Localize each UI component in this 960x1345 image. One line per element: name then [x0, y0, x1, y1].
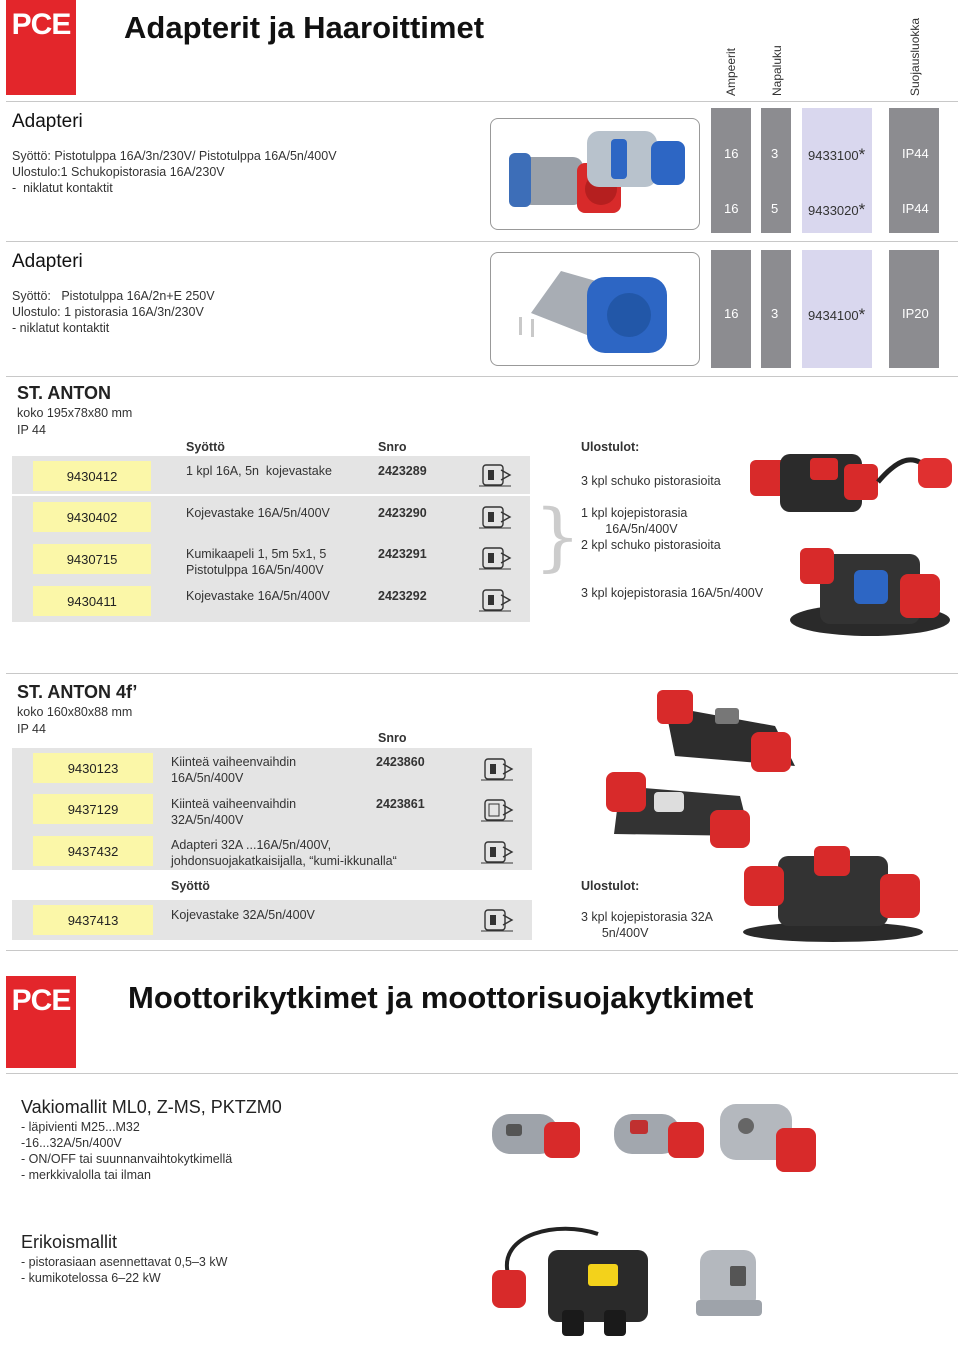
anton-input: 1 kpl 16A, 5n kojevastake — [186, 464, 332, 478]
motor-switch-image — [488, 1106, 588, 1170]
anton-header-snro: Snro — [378, 440, 407, 454]
socket-icon — [479, 839, 515, 865]
anton-input: Kojevastake 16A/5n/400V — [186, 506, 330, 520]
anton4f-ip: IP 44 — [17, 722, 46, 736]
column-header-ip-class: Suojausluokka — [908, 17, 922, 96]
anton-input: Kojevastake 16A/5n/400V — [186, 589, 330, 603]
amp-value: 16 — [724, 306, 739, 321]
product-code: 9433100* — [808, 145, 866, 164]
ip-value: IP44 — [902, 201, 929, 216]
anton4f-header-snro: Snro — [378, 731, 407, 745]
anton-snro: 2423291 — [378, 547, 427, 561]
anton4f-header-input: Syöttö — [171, 879, 210, 893]
anton-snro: 2423289 — [378, 464, 427, 478]
anton-output: 1 kpl kojepistorasia 16A/5n/400V 2 kpl schuko pistorasioita — [581, 506, 721, 552]
pce-logo: PCE — [6, 976, 76, 1068]
anton4f-header-output: Ulostulot: — [581, 879, 640, 893]
vakio-line: - ON/OFF tai suunnanvaihtokytkimellä — [21, 1152, 233, 1166]
adapter2-line: - niklatut kontaktit — [12, 321, 110, 335]
anton-size: koko 195x78x80 mm — [17, 406, 133, 420]
erikois-line: - kumikotelossa 6–22 kW — [21, 1271, 161, 1285]
divider — [6, 673, 958, 674]
anton4f-product-image — [600, 766, 760, 856]
anton4f-order-code: 9437432 — [33, 836, 153, 866]
anton-order-code: 9430715 — [33, 544, 151, 574]
anton4f-input: Kojevastake 32A/5n/400V — [171, 908, 315, 922]
anton4f-order-code: 9437129 — [33, 794, 153, 824]
divider — [6, 1073, 958, 1074]
motor-switch-image — [610, 1106, 710, 1170]
adapter1-title: Adapteri — [12, 111, 83, 132]
phase-inverter-socket-icon — [479, 797, 515, 823]
erikois-line: - pistorasiaan asennettavat 0,5–3 kW — [21, 1255, 228, 1269]
anton4f-output: 3 kpl kojepistorasia 32A 5n/400V — [581, 910, 714, 940]
socket-icon — [479, 756, 515, 782]
adapter2-image — [490, 252, 700, 366]
adapter1-image — [490, 118, 700, 230]
anton4f-title: ST. ANTON 4f’ — [17, 682, 138, 702]
anton4f-input: Kiinteä vaiheenvaihdin 32A/5n/400V — [171, 797, 297, 827]
anton-output: 3 kpl schuko pistorasioita — [581, 474, 721, 488]
socket-icon — [477, 462, 513, 488]
anton4f-order-code: 9437413 — [33, 905, 153, 935]
divider — [6, 950, 958, 951]
angle-adapter-image — [491, 253, 701, 367]
anton-order-code: 9430412 — [33, 461, 151, 491]
divider — [6, 241, 958, 242]
vakio-line: -16...32A/5n/400V — [21, 1136, 122, 1150]
special-motor-switch-image — [488, 1214, 658, 1342]
anton-ip: IP 44 — [17, 423, 46, 437]
anton4f-product-image — [738, 846, 928, 946]
anton-input: Kumikaapeli 1, 5m 5x1, 5 Pistotulppa 16A/5n/400V — [186, 547, 327, 577]
poles-value: 3 — [771, 306, 779, 321]
adapter1-line: Syöttö: Pistotulppa 16A/3n/230V/ Pistotulppa 16A/5n/400V — [12, 149, 337, 163]
amp-value: 16 — [724, 146, 739, 161]
plug-in-motor-switch-image — [690, 1240, 780, 1324]
motor-switch-image — [712, 1098, 822, 1182]
anton-header-input: Syöttö — [186, 440, 225, 454]
divider — [6, 101, 958, 102]
anton-order-code: 9430411 — [33, 586, 151, 616]
vakio-title: Vakiomallit ML0, Z-MS, PKTZM0 — [21, 1097, 282, 1117]
anton-title: ST. ANTON — [17, 383, 112, 403]
socket-icon — [477, 545, 513, 571]
anton-snro: 2423290 — [378, 506, 427, 520]
adapter1-line: Ulostulo:1 Schukopistorasia 16A/230V — [12, 165, 225, 179]
pce-logo: PCE — [6, 0, 76, 95]
motor-section-title: Moottorikytkimet ja moottorisuojakytkimet — [128, 980, 754, 1015]
anton-header-output: Ulostulot: — [581, 440, 640, 454]
vakio-line: - läpivienti M25...M32 — [21, 1120, 140, 1134]
divider — [6, 376, 958, 377]
socket-icon — [477, 587, 513, 613]
ip-value: IP20 — [902, 306, 929, 321]
socket-icon — [477, 504, 513, 530]
product-code: 9434100* — [808, 305, 866, 324]
socket-icon — [479, 907, 515, 933]
anton-product-image — [790, 540, 956, 644]
page-title: Adapterit ja Haaroittimet — [124, 10, 485, 45]
poles-value: 5 — [771, 201, 779, 216]
anton-output: 3 kpl kojepistorasia 16A/5n/400V — [581, 586, 764, 600]
adapter2-line: Syöttö: Pistotulppa 16A/2n+E 250V — [12, 289, 215, 303]
adapter1-line: - niklatut kontaktit — [12, 181, 113, 195]
grouping-brace: } — [534, 494, 582, 580]
adapter2-title: Adapteri — [12, 251, 83, 272]
product-code: 9433020* — [808, 200, 866, 219]
adapter-plug-image — [491, 119, 701, 231]
adapter2-line: Ulostulo: 1 pistorasia 16A/3n/230V — [12, 305, 204, 319]
anton4f-size: koko 160x80x88 mm — [17, 705, 133, 719]
anton4f-input: Adapteri 32A ...16A/5n/400V, johdonsuojakatkaisijalla, “kumi-ikkunalla“ — [171, 838, 397, 868]
anton-snro: 2423292 — [378, 589, 427, 603]
column-header-poles: Napaluku — [770, 45, 784, 96]
anton4f-snro: 2423861 — [376, 797, 425, 811]
anton-order-code: 9430402 — [33, 502, 151, 532]
anton4f-input: Kiinteä vaiheenvaihdin 16A/5n/400V — [171, 755, 297, 785]
amp-value: 16 — [724, 201, 739, 216]
erikois-title: Erikoismallit — [21, 1232, 118, 1252]
anton4f-order-code: 9430123 — [33, 753, 153, 783]
column-header-amperes: Ampeerit — [724, 47, 738, 96]
anton-product-image — [740, 446, 956, 522]
vakio-line: - merkkivalolla tai ilman — [21, 1168, 151, 1182]
anton4f-snro: 2423860 — [376, 755, 425, 769]
ip-value: IP44 — [902, 146, 929, 161]
poles-value: 3 — [771, 146, 779, 161]
